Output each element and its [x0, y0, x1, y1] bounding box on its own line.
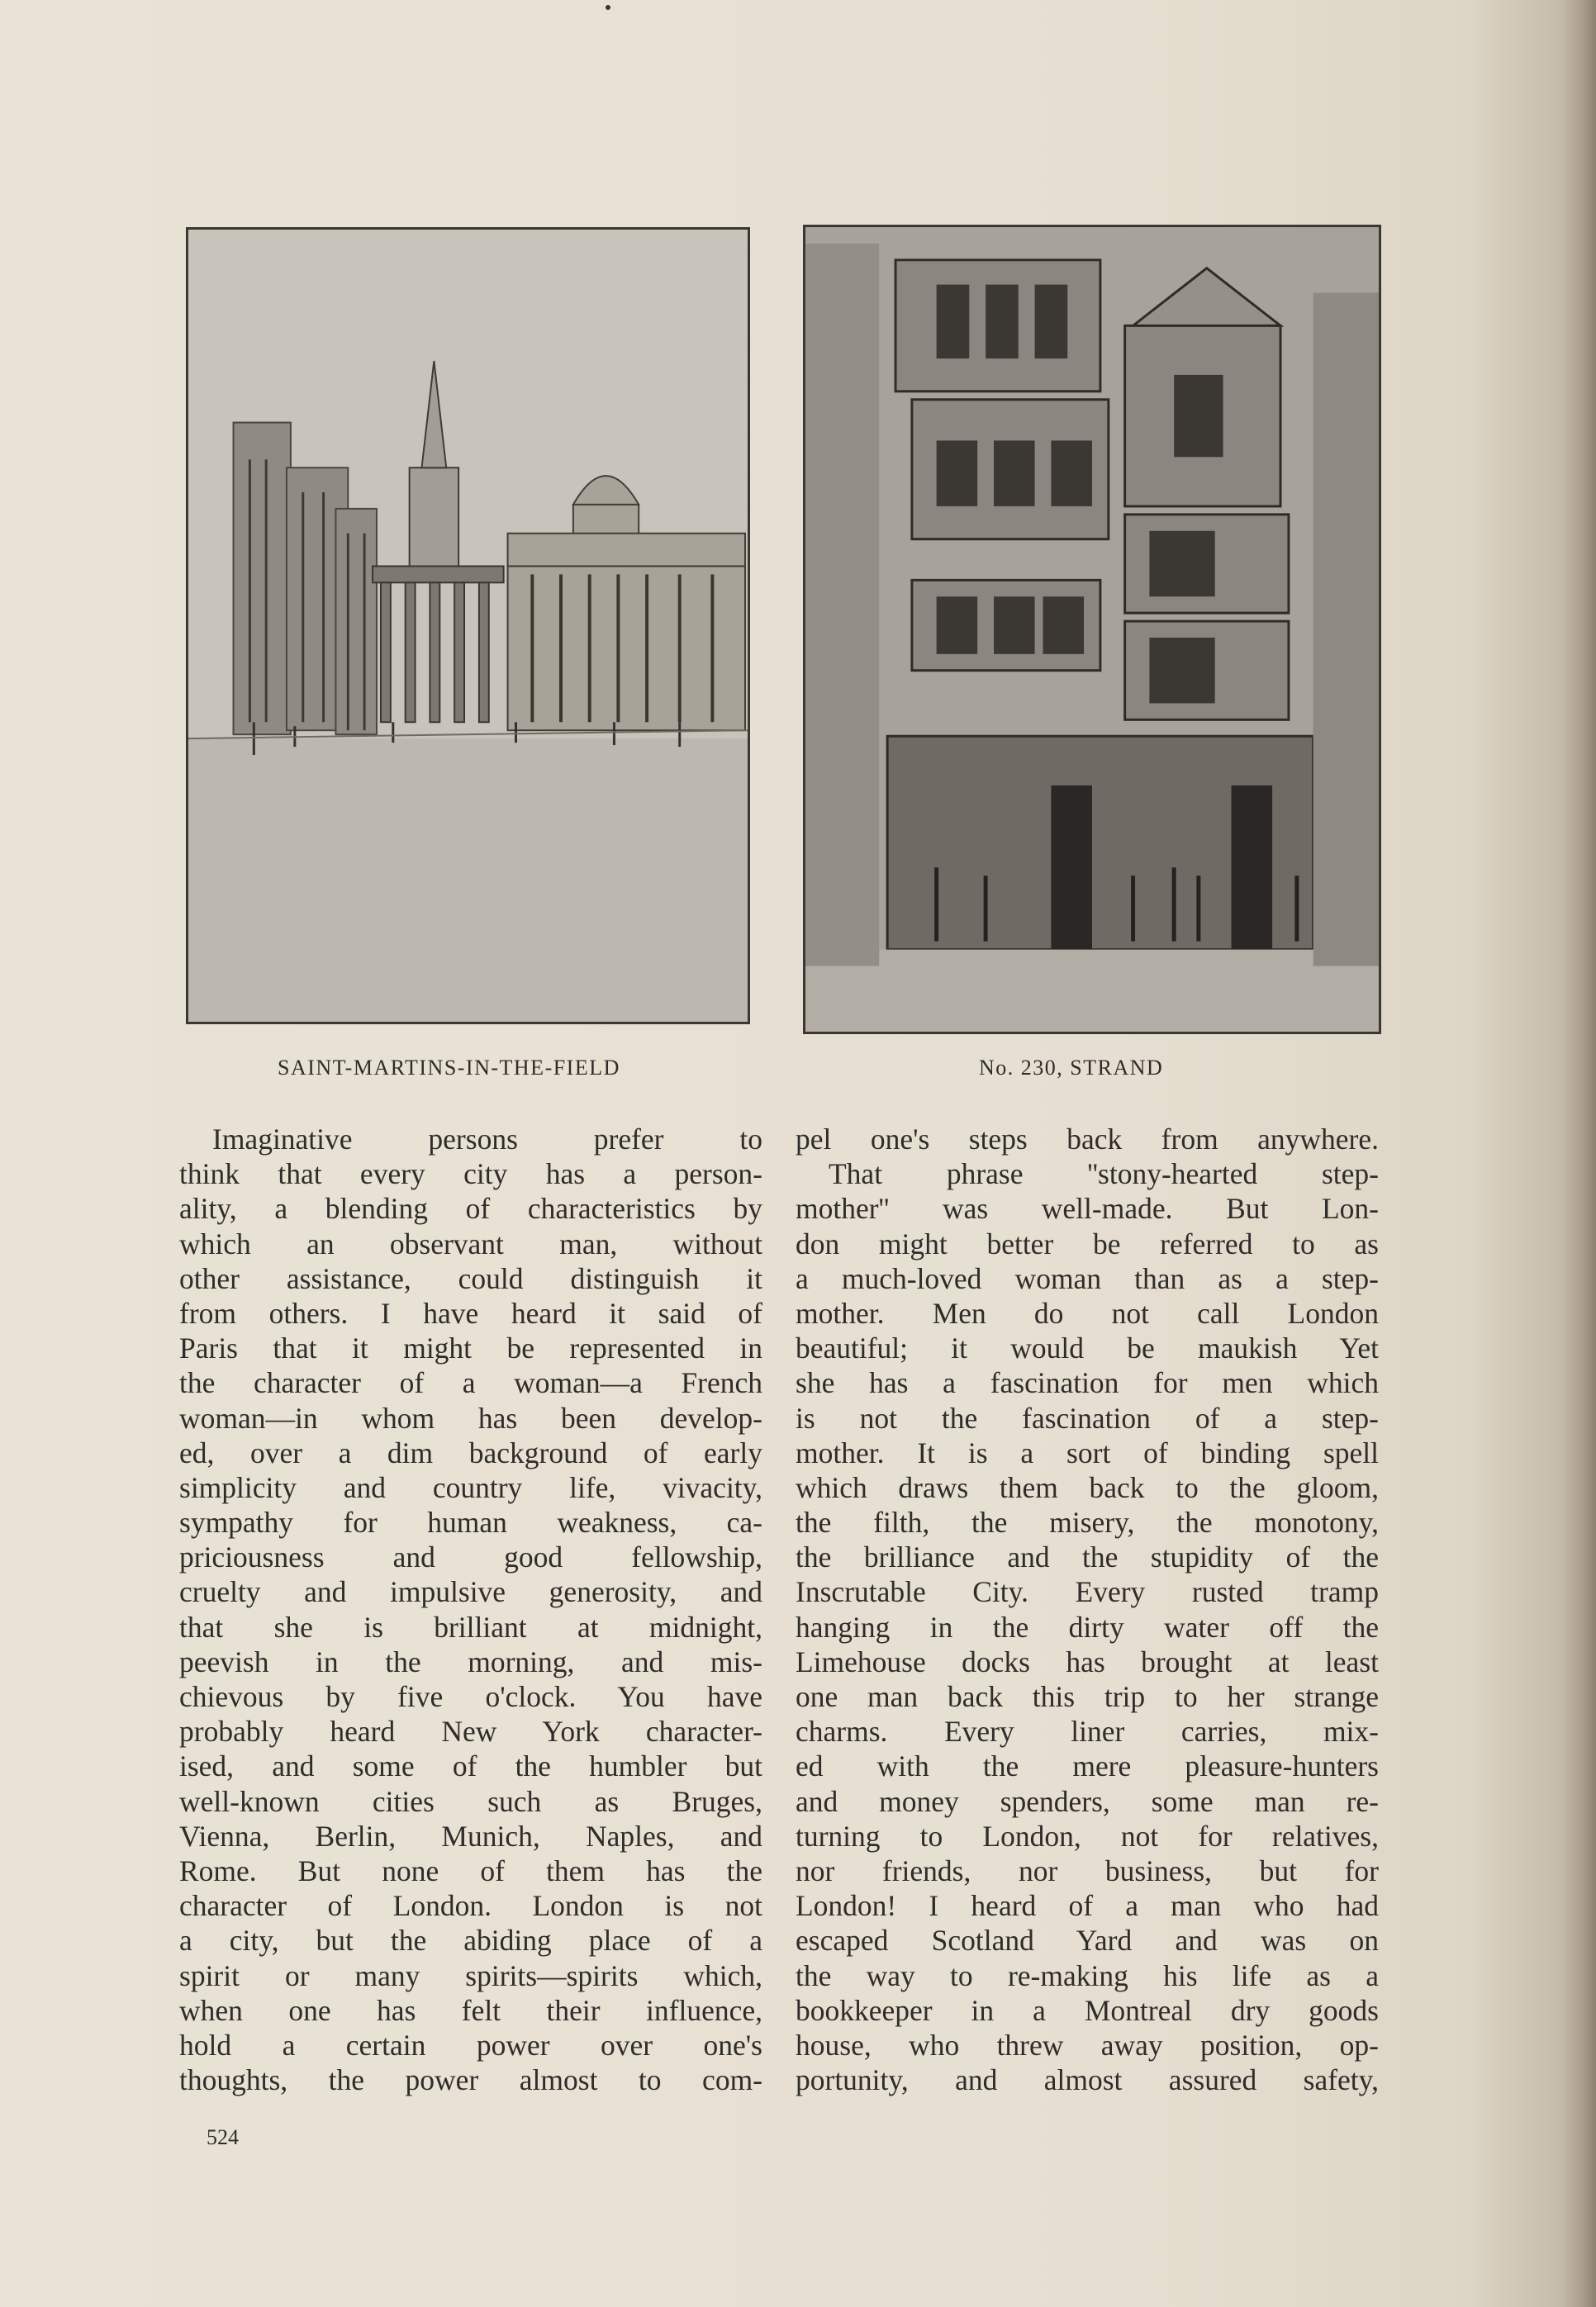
- text-line: mother'' was well-made. But Lon-: [796, 1192, 1379, 1226]
- text-line: charms. Every liner carries, mix-: [796, 1715, 1379, 1749]
- page-edge-shadow: [1563, 0, 1596, 2307]
- figure-caption-right: No. 230, STRAND: [979, 1056, 1164, 1080]
- text-line: character of London. London is not: [179, 1889, 762, 1923]
- page-number: 524: [207, 2125, 239, 2149]
- text-line: other assistance, could distinguish it: [179, 1261, 762, 1295]
- text-line: a city, but the abiding place of a: [179, 1924, 762, 1958]
- illustration-230-strand: [803, 225, 1381, 1034]
- ink-speck: [606, 5, 610, 10]
- text-line: well-known cities such as Bruges,: [179, 1784, 762, 1818]
- text-line: and money spenders, some man re-: [796, 1784, 1379, 1818]
- text-line: which draws them back to the gloom,: [796, 1470, 1379, 1504]
- text-line: London! I heard of a man who had: [796, 1889, 1379, 1923]
- text-line: nor friends, nor business, but for: [796, 1854, 1379, 1887]
- text-line: priciousness and good fellowship,: [179, 1540, 762, 1574]
- text-line: the filth, the misery, the monotony,: [796, 1506, 1379, 1540]
- text-line: house, who threw away position, op-: [796, 2028, 1379, 2062]
- text-line: probably heard New York character-: [179, 1715, 762, 1749]
- text-line: hold a certain power over one's: [179, 2028, 762, 2062]
- text-line: think that every city has a person-: [179, 1157, 762, 1191]
- text-line: Imaginative persons prefer to: [212, 1123, 762, 1156]
- text-line: she has a fascination for men which: [796, 1366, 1379, 1400]
- text-line: sympathy for human weakness, ca-: [179, 1506, 762, 1540]
- figure-caption-left: SAINT-MARTINS-IN-THE-FIELD: [278, 1056, 620, 1080]
- text-line: escaped Scotland Yard and was on: [796, 1924, 1379, 1958]
- text-line: pel one's steps back from anywhere.: [796, 1123, 1379, 1156]
- text-line: simplicity and country life, vivacity,: [179, 1470, 762, 1504]
- text-line: turning to London, not for relatives,: [796, 1819, 1379, 1853]
- text-line: bookkeeper in a Montreal dry goods: [796, 1993, 1379, 2027]
- text-line: woman—in whom has been develop-: [179, 1401, 762, 1435]
- text-line: thoughts, the power almost to com-: [179, 2063, 762, 2097]
- text-line: mother. It is a sort of binding spell: [796, 1436, 1379, 1469]
- text-line: is not the fascination of a step-: [796, 1401, 1379, 1435]
- text-line: beautiful; it would be maukish Yet: [796, 1332, 1379, 1365]
- text-line: hanging in the dirty water off the: [796, 1610, 1379, 1644]
- text-line: the character of a woman—a French: [179, 1366, 762, 1400]
- text-line: cruelty and impulsive generosity, and: [179, 1575, 762, 1609]
- text-column-right: [796, 1122, 1379, 2097]
- illustration-saint-martins: [186, 227, 750, 1024]
- text-line: ed with the mere pleasure-hunters: [796, 1749, 1379, 1783]
- text-line: portunity, and almost assured safety,: [796, 2063, 1379, 2097]
- text-line: ality, a blending of characteristics by: [179, 1192, 762, 1226]
- text-line: Paris that it might be represented in: [179, 1332, 762, 1365]
- text-line: don might better be referred to as: [796, 1227, 1379, 1260]
- text-line: the brilliance and the stupidity of the: [796, 1540, 1379, 1574]
- text-line: when one has felt their influence,: [179, 1993, 762, 2027]
- church-sketch-graphic: [188, 230, 748, 1022]
- text-line: the way to re-making his life as a: [796, 1958, 1379, 1992]
- text-line: peevish in the morning, and mis-: [179, 1645, 762, 1678]
- text-line: Vienna, Berlin, Munich, Naples, and: [179, 1819, 762, 1853]
- text-line: Inscrutable City. Every rusted tramp: [796, 1575, 1379, 1609]
- text-line: that she is brilliant at midnight,: [179, 1610, 762, 1644]
- text-line: Rome. But none of them has the: [179, 1854, 762, 1887]
- text-line: mother. Men do not call London: [796, 1296, 1379, 1330]
- text-line: chievous by five o'clock. You have: [179, 1680, 762, 1713]
- text-line: That phrase ''stony-hearted step-: [829, 1157, 1379, 1191]
- text-line: Limehouse docks has brought at least: [796, 1645, 1379, 1678]
- text-line: a much-loved woman than as a step-: [796, 1261, 1379, 1295]
- text-line: from others. I have heard it said of: [179, 1296, 762, 1330]
- storefront-sketch-graphic: [805, 227, 1379, 1032]
- text-column-left: [179, 1122, 762, 2097]
- text-line: ed, over a dim background of early: [179, 1436, 762, 1469]
- text-line: one man back this trip to her strange: [796, 1680, 1379, 1713]
- text-line: which an observant man, without: [179, 1227, 762, 1260]
- text-line: spirit or many spirits—spirits which,: [179, 1958, 762, 1992]
- text-line: ised, and some of the humbler but: [179, 1749, 762, 1783]
